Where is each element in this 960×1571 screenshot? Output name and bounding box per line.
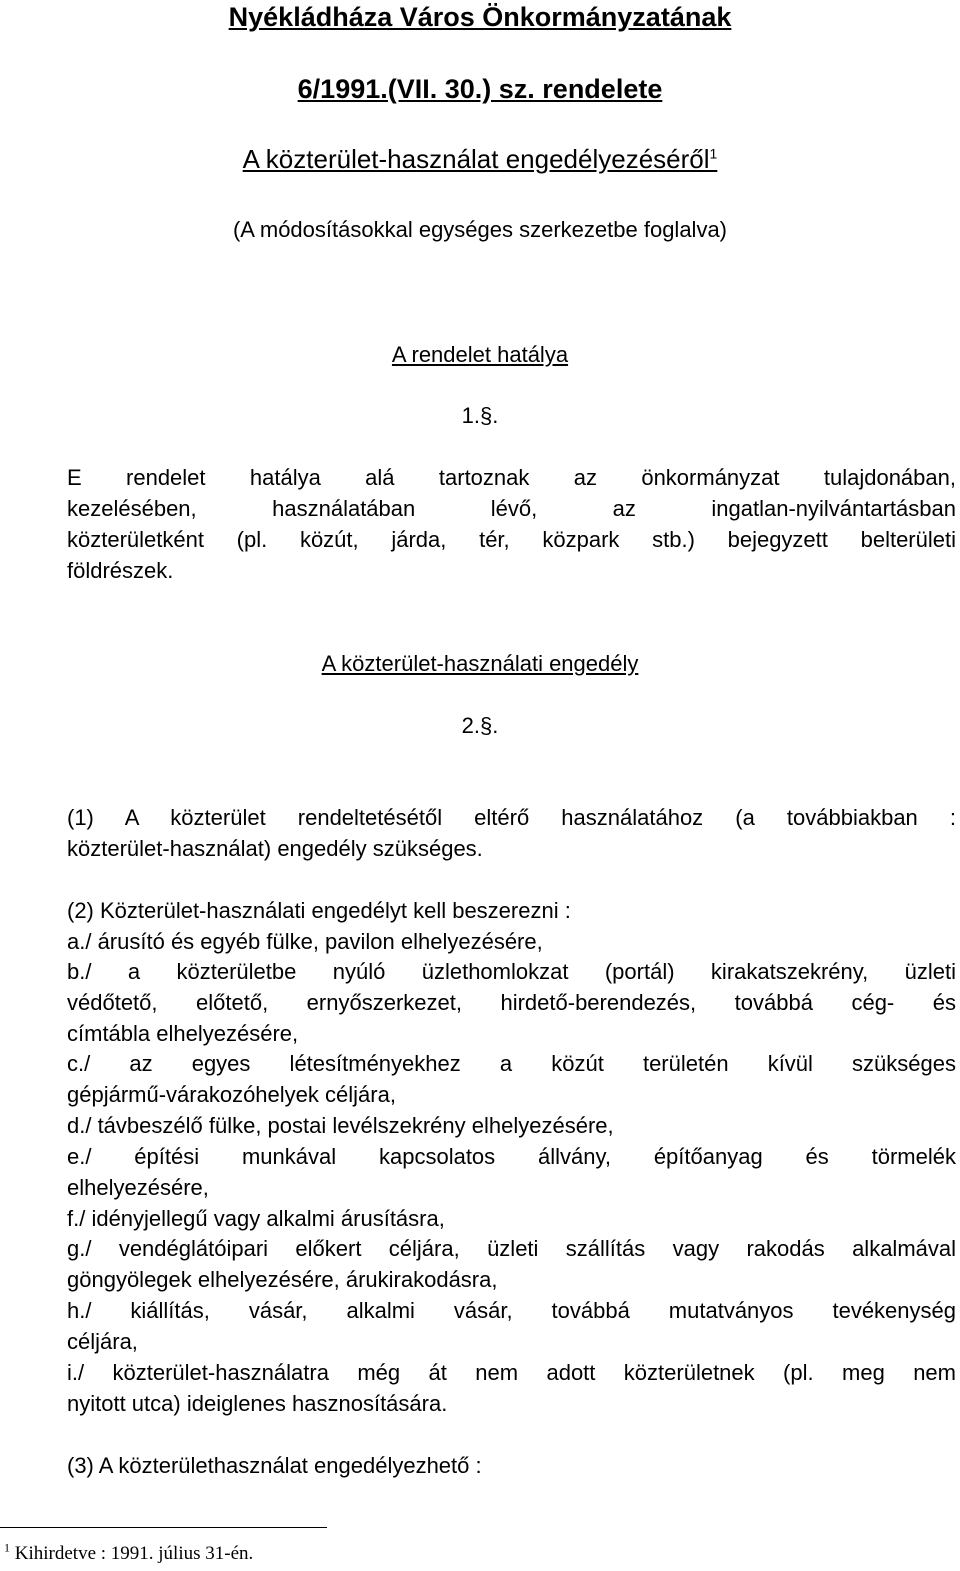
list-item-d: d./ távbeszélő fülke, postai levélszekrény elhelyezésére,	[67, 1113, 614, 1138]
paragraph-3-intro: (3) A közterülethasználat engedélyezhető :	[67, 1453, 482, 1478]
paragraph-1-line-1: (1) A közterület rendeltetésétől eltérő használatához (a továbbiakban :	[67, 805, 956, 830]
section-1-line-4: földrészek.	[67, 558, 174, 583]
list-item-g-line-1: g./ vendéglátóipari előkert céljára, üzleti szállítás vagy rakodás alkalmával	[67, 1236, 956, 1261]
list-item-i-line-1: i./ közterület-használatra még át nem adott közterületnek (pl. meg nem	[67, 1360, 956, 1385]
paragraph-2-intro: (2) Közterület-használati engedélyt kell beszerezni :	[67, 898, 571, 923]
section-2-heading: A közterület-használati engedély	[321, 651, 639, 676]
list-item-e-line-2: elhelyezésére,	[67, 1175, 209, 1200]
footnote-mark: 1	[4, 1540, 10, 1555]
list-item-b-line-1: b./ a közterületbe nyúló üzlethomlokzat (portál) kirakatszekrény, üzleti	[67, 959, 956, 984]
list-item-h-line-1: h./ kiállítás, vásár, alkalmi vásár, továbbá mutatványos tevékenység	[67, 1298, 956, 1323]
list-item-b-line-2: védőtető, előtető, ernyőszerkezet, hirdető-berendezés, továbbá cég- és	[67, 990, 956, 1015]
list-item-h-line-2: céljára,	[67, 1329, 138, 1354]
section-1-line-2: kezelésében, használatában lévő, az ingatlan-nyilvántartásban	[67, 496, 956, 521]
footnote-text: Kihirdetve : 1991. július 31-én.	[14, 1543, 254, 1564]
list-item-i-line-2: nyitott utca) ideiglenes hasznosítására.	[67, 1391, 448, 1416]
list-item-c-line-2: gépjármű-várakozóhelyek céljára,	[67, 1082, 396, 1107]
footnote	[4, 1542, 253, 1566]
list-item-c-line-1: c./ az egyes létesítményekhez a közút területén kívül szükséges	[67, 1051, 956, 1076]
section-2-number: 2.§.	[461, 713, 499, 738]
section-1-heading: A rendelet hatálya	[391, 342, 569, 367]
section-1-number: 1.§.	[461, 403, 499, 428]
municipality-title: Nyékládháza Város Önkormányzatának	[228, 2, 732, 32]
list-item-g-line-2: göngyölegek elhelyezésére, árukirakodásra,	[67, 1267, 498, 1292]
decree-subject-text: A közterület-használat engedélyezéséről	[242, 144, 710, 174]
list-item-b-line-3: címtábla elhelyezésére,	[67, 1021, 299, 1046]
section-1-line-3: közterületként (pl. közút, járda, tér, közpark stb.) bejegyzett belterületi	[67, 527, 956, 552]
footnote-separator	[0, 1527, 327, 1528]
consolidation-note: (A módosításokkal egységes szerkezetbe foglalva)	[232, 217, 728, 242]
list-item-e-line-1: e./ építési munkával kapcsolatos állvány, építőanyag és törmelék	[67, 1144, 956, 1169]
decree-subject	[0, 144, 960, 174]
section-1-line-1: E rendelet hatálya alá tartoznak az önkormányzat tulajdonában,	[67, 465, 956, 490]
paragraph-1-line-2: közterület-használat) engedély szükséges.	[67, 836, 483, 861]
footnote-reference: 1	[709, 145, 718, 162]
list-item-f: f./ idényjellegű vagy alkalmi árusításra,	[67, 1206, 445, 1231]
list-item-a: a./ árusító és egyéb fülke, pavilon elhelyezésére,	[67, 929, 543, 954]
decree-number: 6/1991.(VII. 30.) sz. rendelete	[297, 74, 663, 104]
